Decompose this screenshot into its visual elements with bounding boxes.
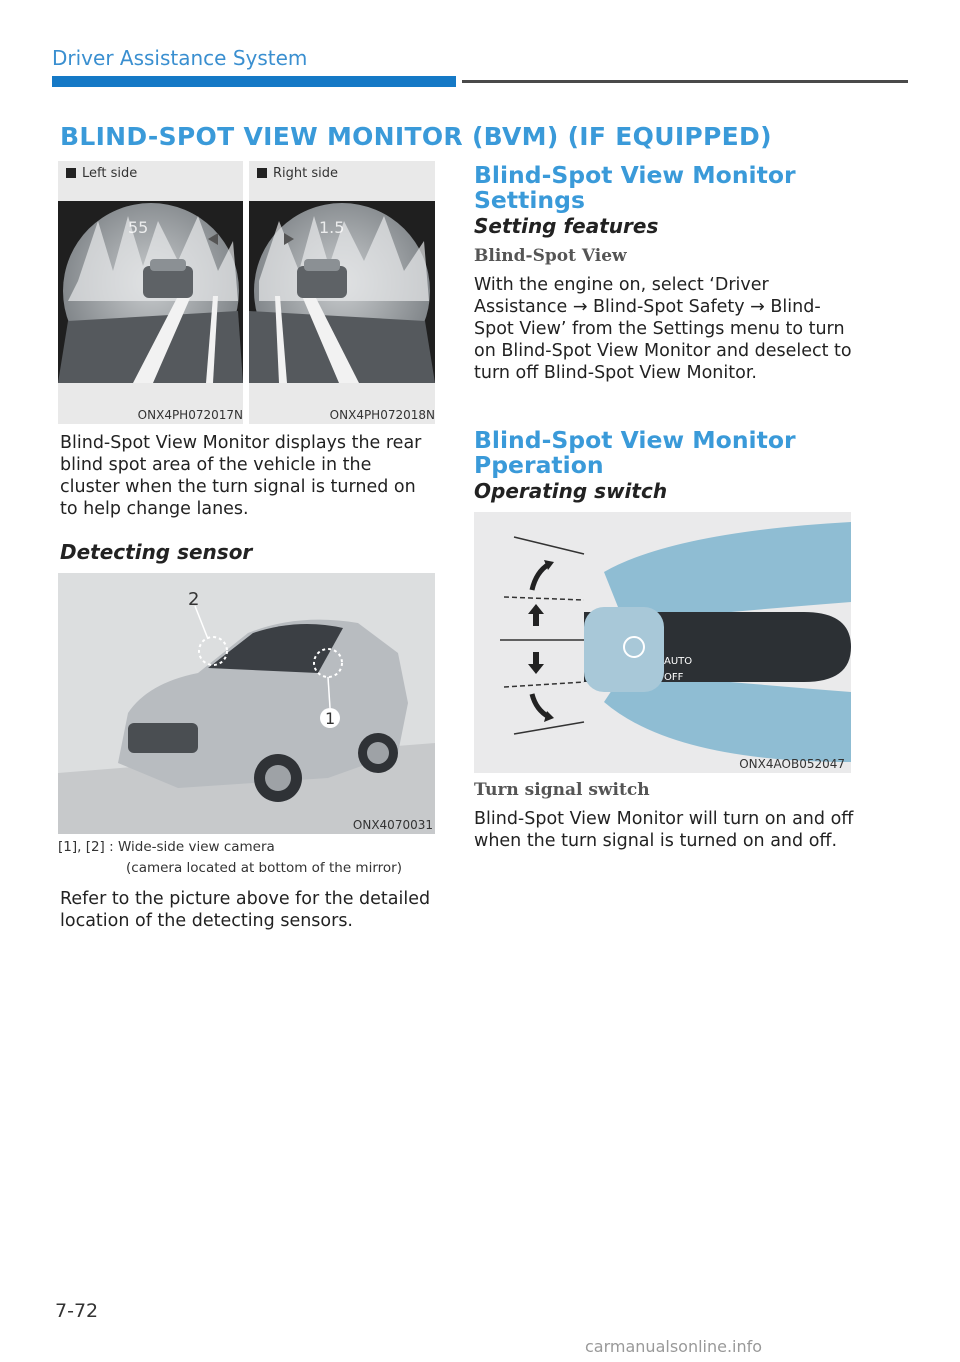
figure-code-left: ONX4PH072017N xyxy=(137,408,243,422)
sensor-label-2: 2 xyxy=(188,589,200,610)
figure-left-side xyxy=(58,161,243,424)
sensor-note-line1: [1], [2] : Wide-side view camera xyxy=(58,839,275,855)
sensor-note-line2: (camera located at bottom of the mirror) xyxy=(126,860,402,876)
detecting-sensor-heading: Detecting sensor xyxy=(60,540,253,564)
header-bar-blue xyxy=(52,76,456,87)
caption-right-text: Right side xyxy=(273,166,338,181)
settings-heading-line1: Blind-Spot View Monitor xyxy=(474,161,796,189)
settings-heading xyxy=(474,163,796,213)
turn-signal-paragraph: Blind-Spot View Monitor will turn on and off when the turn signal is turned on and off. xyxy=(474,809,854,851)
header-bar-grey xyxy=(462,80,908,83)
bsv-heading: Blind-Spot View xyxy=(474,246,627,266)
operation-heading-line1: Blind-Spot View Monitor xyxy=(474,426,796,454)
figure-code-right: ONX4PH072018N xyxy=(329,408,435,422)
right-side-camera-image xyxy=(249,201,435,383)
section-title: Driver Assistance System xyxy=(52,46,308,70)
refer-paragraph: Refer to the picture above for the detailed location of the detecting sensors. xyxy=(60,889,431,931)
settings-heading-line2: Settings xyxy=(474,186,585,214)
left-side-camera-image xyxy=(58,201,243,383)
figure-right-side xyxy=(249,161,435,424)
left-speed-readout: 55 xyxy=(128,218,149,237)
page-number: 7-72 xyxy=(55,1300,99,1322)
right-speed-readout: 1.5 xyxy=(319,218,345,237)
sensor-location-figure xyxy=(58,573,435,834)
setting-features-heading: Setting features xyxy=(474,214,659,238)
footer-watermark: carmanualsonline.info xyxy=(585,1337,763,1356)
sensor-label-1: 1 xyxy=(325,709,336,728)
operation-heading xyxy=(474,428,796,478)
figure-caption-right xyxy=(257,166,338,181)
turn-signal-switch-figure xyxy=(474,512,851,773)
figure-caption-left xyxy=(66,166,137,181)
caption-left-text: Left side xyxy=(82,166,138,181)
bsv-paragraph: With the engine on, select ‘Driver Assistance → Blind-Spot Safety → Blind-Spot View’ from the Settings menu to turn on Blind-Spot View Monitor and deselect to turn off Blind-Spot View Monitor. xyxy=(474,275,852,383)
operation-heading-line2: Pperation xyxy=(474,451,604,479)
figure-code-switch: ONX4AOB052047 xyxy=(739,757,845,771)
figure-code-sensor: ONX4070031 xyxy=(352,818,433,832)
switch-off-label: OFF xyxy=(664,672,684,683)
operating-switch-heading: Operating switch xyxy=(474,479,668,503)
page-title: BLIND-SPOT VIEW MONITOR (BVM) (IF EQUIPPED) xyxy=(60,122,772,151)
intro-paragraph: Blind-Spot View Monitor displays the rear blind spot area of the vehicle in the cluster when the turn signal is turned on to help change lanes. xyxy=(60,433,422,519)
switch-auto-label: AUTO xyxy=(664,656,693,667)
turn-signal-heading: Turn signal switch xyxy=(474,780,650,800)
